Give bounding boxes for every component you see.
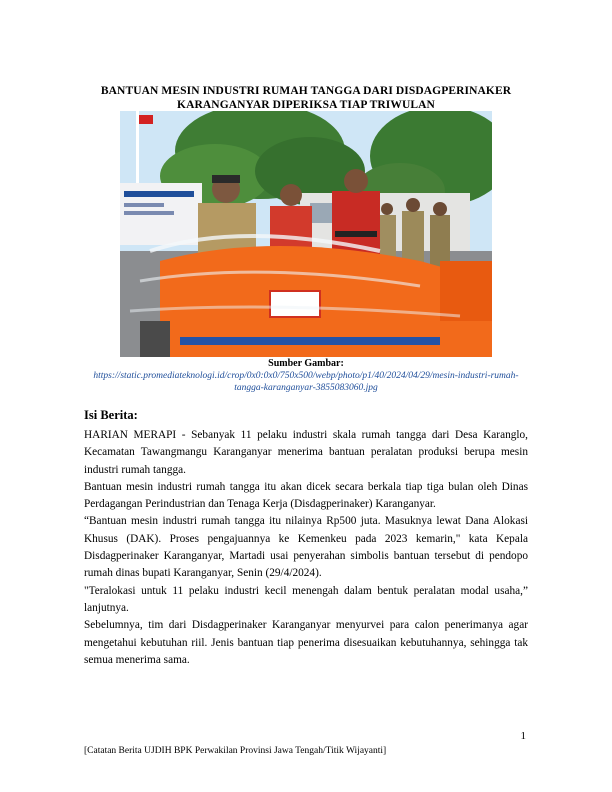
article-title: BANTUAN MESIN INDUSTRI RUMAH TANGGA DARI DISDAGPERINAKER KARANGANYAR DIPERIKSA TIAP TRIWULAN: [100, 85, 512, 111]
paragraph: Bantuan mesin industri rumah tangga itu akan dicek secara berkala tiap tiga bulan oleh Dinas Perdagangan Perindustrian dan Tenaga Kerja (Disdagperinaker) Karanganyar.: [84, 480, 528, 511]
article-body: [84, 427, 528, 669]
image-source-link[interactable]: https://static.promediateknologi.id/crop/0x0:0x0/750x500/webp/photo/p1/40/2024/04/29/mesin-industri-rumah-tangga-karanganyar-3855083060.jpg: [93, 371, 519, 393]
footer-note: [Catatan Berita UJDIH BPK Perwakilan Provinsi Jawa Tengah/Titik Wijayanti]: [84, 746, 387, 756]
section-title: Isi Berita:: [84, 408, 138, 422]
paragraph: “Bantuan mesin industri rumah tangga itu nilainya Rp500 juta. Masuknya lewat Dana Alokasi Khusus (DAK). Proses pengajuannya ke Kemenkeu pada 2023 kemarin," kata Kepala Disdagperinaker Karanganyar, Martadi usai penyerahan simbolis bantuan tersebut di pendopo rumah dinas bupati Karanganyar, Senin (29/4/2024).: [84, 515, 528, 580]
paragraph: "Teralokasi untuk 11 pelaku industri kecil menengah dalam bentuk peralatan modal usaha,” lanjutnya.: [84, 584, 528, 614]
paragraph: HARIAN MERAPI - Sebanyak 11 pelaku industri skala rumah tangga dari Desa Karanglo, Kecamatan Tawangmangu Karanganyar menerima bantuan peralatan produksi berupa mesin industri rumah tangga.: [84, 429, 528, 476]
news-photo: [120, 111, 492, 357]
paragraph: Sebelumnya, tim dari Disdagperinaker Karanganyar menyurvei para calon penerimanya agar mengetahui kebutuhan riil. Jenis bantuan tiap penerima disesuaikan kebutuhannya, sehingga tak semua menerima sama.: [84, 619, 528, 666]
image-caption-label: Sumber Gambar:: [268, 358, 344, 369]
page-number: 1: [520, 730, 526, 742]
